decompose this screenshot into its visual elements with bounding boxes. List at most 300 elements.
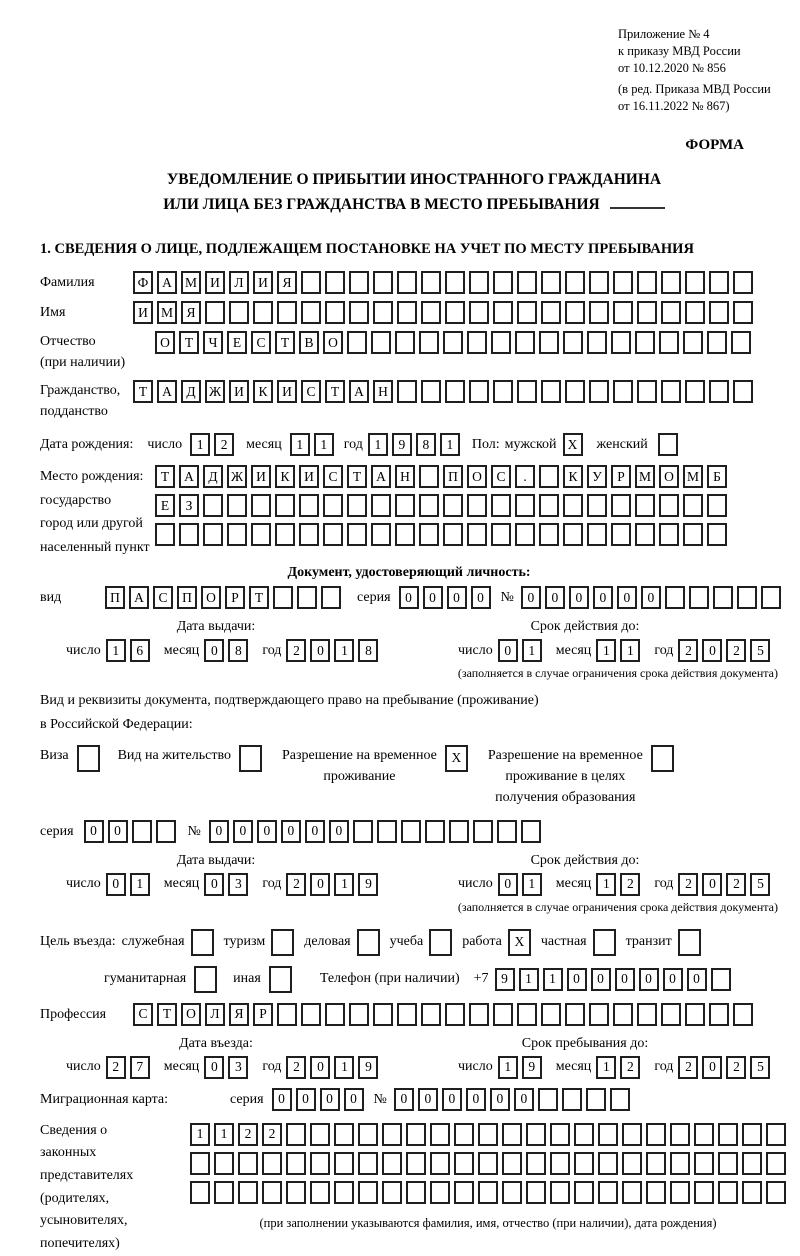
form-cell-empty xyxy=(587,494,607,517)
day-label: число xyxy=(66,1059,101,1075)
representatives-note: (при заполнении указываются фамилия, имя, отчество (при наличии), дата рождения) xyxy=(259,1215,717,1230)
form-cell-filled: 1 xyxy=(522,639,542,662)
form-cell-empty xyxy=(718,1181,738,1204)
month-label: месяц xyxy=(163,642,200,658)
form-cell-empty xyxy=(275,523,295,546)
month-label: месяц xyxy=(555,1059,592,1075)
form-cell-filled: Т xyxy=(275,331,295,354)
form-cell-empty xyxy=(421,301,441,324)
form-cell-filled: Я xyxy=(181,301,201,324)
permit-number-label: № xyxy=(187,823,201,839)
year-label: год xyxy=(654,1059,674,1075)
form-cell-empty xyxy=(301,1003,321,1026)
permit-expiry-month xyxy=(596,873,640,896)
doc-expiry-day xyxy=(498,639,542,662)
surname-cells xyxy=(133,271,753,294)
form-cell-filled: П xyxy=(177,586,197,609)
birth-place-cells xyxy=(155,465,727,546)
header-ref-line: Приложение № 4 xyxy=(618,27,710,41)
form-cell-empty xyxy=(709,301,729,324)
form-cell-filled: 7 xyxy=(130,1056,150,1079)
entry-date-group xyxy=(40,1036,392,1079)
form-cell-filled: Д xyxy=(203,465,223,488)
permit-issue-month xyxy=(204,873,248,896)
form-cell-empty xyxy=(733,271,753,294)
form-cell-empty xyxy=(179,523,199,546)
form-cell-filled: 0 xyxy=(394,1088,414,1111)
form-cell-filled: С xyxy=(251,331,271,354)
form-cell-empty xyxy=(395,331,415,354)
representatives-label-line: законных xyxy=(40,1145,97,1161)
form-cell-empty xyxy=(347,331,367,354)
purpose-humanitarian-checkbox xyxy=(194,966,217,993)
form-cell-filled: О xyxy=(201,586,221,609)
migration-series-cells xyxy=(272,1088,364,1111)
form-cell-empty xyxy=(310,1152,330,1175)
purpose-option-label: частная xyxy=(540,934,587,950)
representatives-label-line: Сведения о xyxy=(40,1122,108,1138)
form-cell-empty xyxy=(718,1152,738,1175)
form-cell-filled: А xyxy=(157,380,177,403)
form-cell-empty xyxy=(635,494,655,517)
form-cell-empty xyxy=(742,1181,762,1204)
form-cell-filled: 0 xyxy=(663,968,683,991)
form-cell-empty xyxy=(670,1181,690,1204)
form-cell-filled: 9 xyxy=(392,433,412,456)
temp-permit-edu-label xyxy=(488,745,643,808)
form-cell-filled: 0 xyxy=(639,968,659,991)
form-cell-empty xyxy=(574,1123,594,1146)
form-cell-empty xyxy=(683,523,703,546)
form-cell-empty xyxy=(493,1003,513,1026)
purpose-private-checkbox xyxy=(593,929,616,956)
form-cell-filled: 0 xyxy=(204,873,224,896)
doc-expiry-group xyxy=(392,619,778,681)
form-cell-empty xyxy=(349,1003,369,1026)
form-cell-filled: М xyxy=(157,301,177,324)
representatives-row3 xyxy=(190,1181,786,1204)
form-cell-filled: 0 xyxy=(498,639,518,662)
form-cell-empty xyxy=(707,494,727,517)
form-cell-empty xyxy=(737,586,757,609)
form-cell-empty xyxy=(665,586,685,609)
form-cell-empty xyxy=(469,301,489,324)
form-cell-filled: 1 xyxy=(130,873,150,896)
form-cell-empty xyxy=(683,331,703,354)
form-cell-filled: 1 xyxy=(334,1056,354,1079)
form-cell-empty xyxy=(646,1123,666,1146)
temp-permit-edu-label-line: получения образования xyxy=(495,789,636,805)
form-cell-empty xyxy=(421,380,441,403)
header-reference xyxy=(618,26,778,115)
form-cell-empty xyxy=(711,968,731,991)
year-label: год xyxy=(343,437,363,453)
form-cell-empty xyxy=(358,1123,378,1146)
header-ref-line: от 10.12.2020 № 856 xyxy=(618,60,726,75)
form-cell-filled: 2 xyxy=(726,1056,746,1079)
form-cell-empty xyxy=(493,301,513,324)
form-cell-filled: Т xyxy=(157,1003,177,1026)
representatives-row xyxy=(40,1120,778,1256)
form-cell-filled: 0 xyxy=(514,1088,534,1111)
patronymic-label xyxy=(40,331,155,373)
birth-place-label-line: населенный пункт xyxy=(40,539,150,555)
form-cell-empty xyxy=(707,523,727,546)
permit-dates xyxy=(40,853,778,915)
form-cell-filled: 0 xyxy=(84,820,104,843)
day-label: число xyxy=(458,642,493,658)
valid-until-heading: Срок действия до: xyxy=(530,852,640,868)
form-cell-empty xyxy=(203,523,223,546)
stay-day xyxy=(498,1056,542,1079)
phone-label: Телефон (при наличии) xyxy=(319,971,460,987)
form-cell-empty xyxy=(637,1003,657,1026)
form-cell-empty xyxy=(550,1181,570,1204)
form-cell-empty xyxy=(443,331,463,354)
form-cell-filled: 0 xyxy=(329,820,349,843)
form-cell-empty xyxy=(334,1152,354,1175)
validity-note: (заполняется в случае ограничения срока действия документа) xyxy=(457,899,778,914)
form-cell-empty xyxy=(502,1152,522,1175)
form-cell-empty xyxy=(550,1123,570,1146)
birth-day-cells xyxy=(190,433,234,456)
form-cell-filled: П xyxy=(105,586,125,609)
migration-card-row xyxy=(40,1088,778,1111)
form-cell-filled: 2 xyxy=(678,639,698,662)
form-cell-filled: 2 xyxy=(286,873,306,896)
form-cell-empty xyxy=(517,301,537,324)
form-cell-empty xyxy=(637,301,657,324)
form-cell-empty xyxy=(301,301,321,324)
form-cell-empty xyxy=(397,301,417,324)
patronymic-cells xyxy=(155,331,751,354)
form-cell-filled: А xyxy=(157,271,177,294)
form-cell-filled: 9 xyxy=(522,1056,542,1079)
birth-place-label-line: Место рождения: xyxy=(40,469,144,485)
form-cell-empty xyxy=(646,1181,666,1204)
form-cell-empty xyxy=(766,1123,786,1146)
form-cell-filled: 1 xyxy=(334,639,354,662)
day-label: число xyxy=(147,437,183,453)
form-cell-filled: 1 xyxy=(214,1123,234,1146)
form-cell-empty xyxy=(382,1123,402,1146)
month-label: месяц xyxy=(555,642,592,658)
form-cell-filled: Ч xyxy=(203,331,223,354)
form-cell-filled: 9 xyxy=(358,1056,378,1079)
form-cell-empty xyxy=(419,465,439,488)
form-cell-filled: 2 xyxy=(106,1056,126,1079)
form-cell-empty xyxy=(685,380,705,403)
doc-type-label: вид xyxy=(40,590,62,606)
form-cell-empty xyxy=(203,494,223,517)
form-cell-filled: С xyxy=(133,1003,153,1026)
birth-place-label-line: государство xyxy=(40,492,112,508)
form-cell-filled: 0 xyxy=(296,1088,316,1111)
residence-permit-label: Вид на жительство xyxy=(117,747,231,763)
form-cell-empty xyxy=(670,1152,690,1175)
form-cell-empty xyxy=(334,1123,354,1146)
visa-checkbox xyxy=(77,745,100,772)
form-cell-empty xyxy=(598,1123,618,1146)
stay-until-group xyxy=(392,1036,778,1079)
form-cell-empty xyxy=(430,1181,450,1204)
header-ref-line: к приказу МВД России xyxy=(618,43,741,58)
blank-underline xyxy=(610,207,665,209)
patronymic-label-line: (при наличии) xyxy=(40,355,126,371)
form-cell-empty xyxy=(661,1003,681,1026)
purpose-option-label: деловая xyxy=(304,934,351,950)
form-cell-filled: 0 xyxy=(310,639,330,662)
form-cell-empty xyxy=(611,494,631,517)
doc-issue-group xyxy=(40,619,392,681)
migration-card-label: Миграционная карта: xyxy=(40,1091,169,1107)
form-cell-filled: 1 xyxy=(498,1056,518,1079)
permit-issue-group xyxy=(40,853,392,915)
form-cell-empty xyxy=(406,1181,426,1204)
form-cell-empty xyxy=(467,523,487,546)
identity-doc-dates xyxy=(40,619,778,681)
form-cell-empty xyxy=(526,1123,546,1146)
form-cell-empty xyxy=(565,301,585,324)
purpose-tourism-checkbox xyxy=(271,929,294,956)
form-cell-filled: О xyxy=(659,465,679,488)
purpose-business-checkbox xyxy=(357,929,380,956)
form-cell-empty xyxy=(419,331,439,354)
form-cell-filled: 0 xyxy=(615,968,635,991)
form-cell-filled: 0 xyxy=(702,873,722,896)
form-cell-empty xyxy=(515,494,535,517)
form-cell-empty xyxy=(563,331,583,354)
name-cells xyxy=(133,301,753,324)
form-cell-empty xyxy=(493,271,513,294)
temp-permit-edu-label-line: Разрешение на временное xyxy=(487,747,643,763)
sex-label: Пол: xyxy=(471,437,500,453)
month-label: месяц xyxy=(555,876,592,892)
purpose-option-label: транзит xyxy=(625,934,672,950)
form-cell-filled: Я xyxy=(277,271,297,294)
stay-year xyxy=(678,1056,770,1079)
form-cell-empty xyxy=(205,301,225,324)
form-cell-filled: X xyxy=(508,929,531,956)
form-cell-empty xyxy=(635,523,655,546)
purpose-study-checkbox xyxy=(429,929,452,956)
form-cell-filled: 1 xyxy=(290,433,310,456)
form-cell-empty xyxy=(347,494,367,517)
form-cell-empty xyxy=(214,1152,234,1175)
form-cell-filled: 1 xyxy=(522,873,542,896)
form-cell-empty xyxy=(541,380,561,403)
form-cell-filled: И xyxy=(251,465,271,488)
form-cell-filled: 0 xyxy=(521,586,541,609)
year-label: год xyxy=(654,642,674,658)
profession-cells xyxy=(133,1003,753,1026)
form-cell-empty xyxy=(517,1003,537,1026)
form-cell-filled: 1 xyxy=(596,1056,616,1079)
year-label: год xyxy=(262,876,282,892)
birth-place-row1 xyxy=(155,465,727,488)
form-cell-filled: М xyxy=(181,271,201,294)
form-cell-empty xyxy=(589,1003,609,1026)
form-cell-empty xyxy=(694,1181,714,1204)
form-cell-empty xyxy=(190,1152,210,1175)
form-cell-filled: О xyxy=(181,1003,201,1026)
form-cell-empty xyxy=(478,1123,498,1146)
form-cell-empty xyxy=(395,523,415,546)
form-cell-filled: 1 xyxy=(596,873,616,896)
form-cell-filled: 3 xyxy=(228,873,248,896)
form-cell-filled: С xyxy=(153,586,173,609)
entry-year xyxy=(286,1056,378,1079)
form-cell-empty xyxy=(526,1152,546,1175)
permit-issue-day xyxy=(106,873,150,896)
year-label: год xyxy=(262,1059,282,1075)
profession-label: Профессия xyxy=(40,1006,107,1022)
form-cell-empty xyxy=(761,586,781,609)
form-cell-filled: 0 xyxy=(257,820,277,843)
form-cell-filled: 2 xyxy=(620,873,640,896)
form-cell-filled: С xyxy=(491,465,511,488)
form-cell-empty xyxy=(445,380,465,403)
form-cell-empty xyxy=(515,523,535,546)
form-cell-empty xyxy=(611,523,631,546)
sex-female-label: женский xyxy=(596,437,648,453)
form-cell-empty xyxy=(262,1181,282,1204)
form-cell-empty xyxy=(190,1181,210,1204)
form-cell-filled: 8 xyxy=(416,433,436,456)
form-cell-empty xyxy=(469,271,489,294)
purpose-official-checkbox xyxy=(191,929,214,956)
form-cell-filled: 0 xyxy=(418,1088,438,1111)
form-cell-empty xyxy=(637,380,657,403)
form-cell-empty xyxy=(670,1123,690,1146)
entry-date-heading: Дата въезда: xyxy=(179,1035,253,1051)
temp-permit-edu-label-line: проживание в целях xyxy=(505,768,626,784)
entry-dates xyxy=(40,1036,778,1079)
phone-cells xyxy=(495,968,731,991)
form-cell-empty xyxy=(622,1152,642,1175)
citizenship-label-line: Гражданство, xyxy=(40,383,121,399)
form-cell-filled: X xyxy=(563,433,583,456)
form-cell-empty xyxy=(467,331,487,354)
name-row xyxy=(40,301,778,324)
form-cell-empty xyxy=(269,966,292,993)
representatives-label-line: представителях xyxy=(40,1168,134,1184)
form-cell-empty xyxy=(358,1152,378,1175)
form-cell-empty xyxy=(275,494,295,517)
form-cell-empty xyxy=(598,1181,618,1204)
form-cell-filled: Ж xyxy=(205,380,225,403)
form-cell-empty xyxy=(382,1181,402,1204)
purpose-option-label: гуманитарная xyxy=(104,971,187,987)
form-cell-filled: Л xyxy=(205,1003,225,1026)
form-cell-empty xyxy=(517,380,537,403)
form-cell-empty xyxy=(227,494,247,517)
form-cell-filled: С xyxy=(323,465,343,488)
citizenship-label-line: подданство xyxy=(40,404,108,420)
phone-prefix: +7 xyxy=(473,971,489,987)
form-cell-empty xyxy=(445,301,465,324)
form-cell-empty xyxy=(286,1123,306,1146)
form-cell-filled: 0 xyxy=(281,820,301,843)
form-cell-empty xyxy=(347,523,367,546)
day-label: число xyxy=(66,642,101,658)
form-cell-empty xyxy=(286,1152,306,1175)
form-cell-empty xyxy=(323,494,343,517)
form-cell-empty xyxy=(251,494,271,517)
form-cell-empty xyxy=(349,301,369,324)
form-cell-empty xyxy=(574,1152,594,1175)
form-cell-empty xyxy=(565,1003,585,1026)
form-cell-filled: А xyxy=(349,380,369,403)
form-cell-empty xyxy=(271,929,294,956)
form-cell-filled: 9 xyxy=(495,968,515,991)
validity-note: (заполняется в случае ограничения срока действия документа) xyxy=(457,666,778,681)
purpose-option-label: работа xyxy=(462,934,502,950)
form-cell-filled: 0 xyxy=(569,586,589,609)
migration-number-cells xyxy=(394,1088,630,1111)
form-cell-empty xyxy=(539,494,559,517)
form-cell-filled: 5 xyxy=(750,873,770,896)
form-cell-empty xyxy=(613,1003,633,1026)
residence-options-row xyxy=(40,745,778,808)
purpose-option-label: служебная xyxy=(121,934,185,950)
form-cell-empty xyxy=(541,1003,561,1026)
form-cell-empty xyxy=(541,301,561,324)
form-cell-empty xyxy=(541,271,561,294)
form-cell-empty xyxy=(589,301,609,324)
form-cell-empty xyxy=(371,331,391,354)
stay-month xyxy=(596,1056,640,1079)
year-label: год xyxy=(654,876,674,892)
form-cell-filled: Я xyxy=(229,1003,249,1026)
form-cell-empty xyxy=(443,494,463,517)
form-cell-filled: М xyxy=(635,465,655,488)
birth-month-cells xyxy=(290,433,334,456)
form-cell-filled: 5 xyxy=(750,1056,770,1079)
residence-permit-checkbox xyxy=(239,745,262,772)
form-cell-filled: 0 xyxy=(641,586,661,609)
citizenship-cells xyxy=(133,380,753,403)
form-cell-empty xyxy=(565,271,585,294)
form-cell-empty xyxy=(419,494,439,517)
form-cell-empty xyxy=(469,1003,489,1026)
form-cell-empty xyxy=(685,1003,705,1026)
header-edition-line: (в ред. Приказа МВД России xyxy=(618,82,771,97)
form-cell-empty xyxy=(635,331,655,354)
permit-series-label: серия xyxy=(40,823,74,839)
month-label: месяц xyxy=(246,437,282,453)
temp-permit-label-line: проживание xyxy=(323,768,396,784)
representatives-label-line: усыновителях, xyxy=(40,1213,128,1229)
form-cell-filled: Ж xyxy=(227,465,247,488)
form-cell-empty xyxy=(421,1003,441,1026)
form-cell-filled: Л xyxy=(229,271,249,294)
form-cell-empty xyxy=(430,1123,450,1146)
form-cell-empty xyxy=(238,1152,258,1175)
form-cell-filled: Т xyxy=(155,465,175,488)
form-cell-filled: 1 xyxy=(190,1123,210,1146)
form-cell-empty xyxy=(678,929,701,956)
form-cell-filled: А xyxy=(129,586,149,609)
form-cell-empty xyxy=(539,465,559,488)
form-cell-empty xyxy=(563,523,583,546)
form-cell-empty xyxy=(478,1152,498,1175)
visa-label: Виза xyxy=(40,747,69,763)
doc-number-label: № xyxy=(500,590,514,606)
form-cell-empty xyxy=(661,301,681,324)
migration-number-label: № xyxy=(373,1091,387,1107)
form-cell-empty xyxy=(709,1003,729,1026)
